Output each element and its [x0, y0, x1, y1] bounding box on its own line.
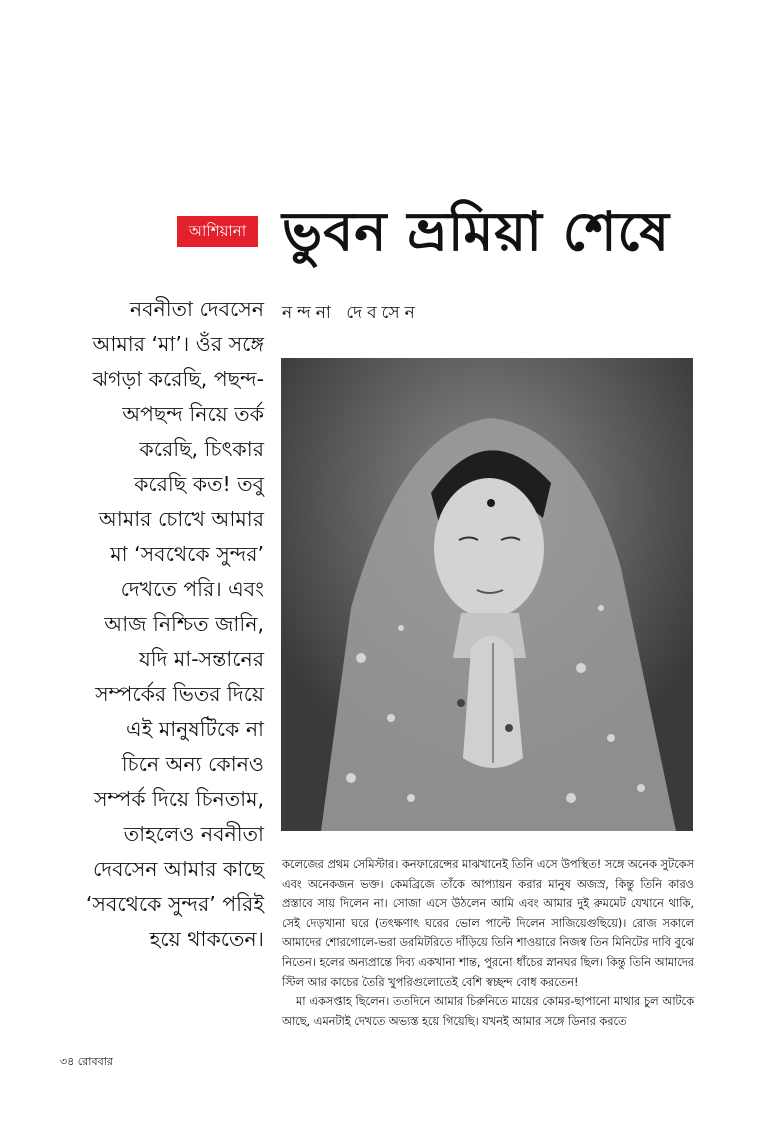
page-folio: ৩৪ রোববার — [60, 1055, 113, 1068]
article-body — [282, 855, 694, 1031]
paragraph: কলেজের প্রথম সেমিস্টার। কনফারেন্সের মাঝখানেই তিনি এসে উপস্থিত! সঙ্গে অনেক সুটকেস এবং অনেকজন ভক্ত। কেমব্রিজে তাঁকে আপ্যায়ন করার মানুষ অজস্র, কিন্তু তিনি কারও প্রস্তাবে সায় দিলেন না। সোজা এসে উঠলেন আমি এবং আমার দুই রুমমেট যেখানে থাকি, সেই দেড়খানা ঘরে (তৎক্ষণাৎ ঘরের ভোল পাল্টে দিলেন সাজিয়েগুছিয়ে)। রোজ সকালে আমাদের শোরগোলে-ভরা ডরমিটরিতে দাঁড়িয়ে তিনি শাওয়ারে নিজস্ব তিন মিনিটের দাবি বুঝে নিতেন। হলের অন্যপ্রান্তে দিব্য একখানা শান্ত, পুরনো ধাঁচের স্নানঘর ছিল। কিন্তু তিনি আমাদের স্টিল আর কাচের তৈরি খুপরিগুলোতেই বেশি স্বচ্ছন্দ বোধ করতেন! — [282, 858, 694, 989]
pull-quote: নবনীতা দেবসেন আমার ‘মা’। ওঁর সঙ্গে ঝগড়া করেছি, পছন্দ-অপছন্দ নিয়ে তর্ক করেছি, চিৎকার করেছি কত! তবু আমার চোখে আমার মা ‘সবথেকে সুন্দর’ দেখতে পরি। এবং আজ নিশ্চিত জানি, যদি মা-সন্তানের সম্পর্কের ভিতর দিয়ে এই মানুষটিকে না চিনে অন্য কোনও সম্পর্ক দিয়ে চিনতাম, তাহলেও নবনীতা দেবসেন আমার কাছে ‘সবথেকে সুন্দর’ পরিই হয়ে থাকতেন। — [85, 297, 264, 951]
section-tag: আশিয়ানা — [177, 216, 258, 247]
portrait-photo — [281, 358, 693, 831]
paragraph: মা একসপ্তাহ ছিলেন। ততদিনে আমার চিরুনিতে মায়ের কোমর-ছাপানো মাথার চুল আটকে আছে, এমনটাই দেখতে অভ্যস্ত হয়ে গিয়েছি। যখনই আমার সঙ্গে ডিনার করতে — [282, 995, 694, 1028]
byline: নন্দনা দেবসেন — [282, 303, 420, 323]
headline: ভুবন ভ্রমিয়া শেষে — [282, 200, 671, 263]
